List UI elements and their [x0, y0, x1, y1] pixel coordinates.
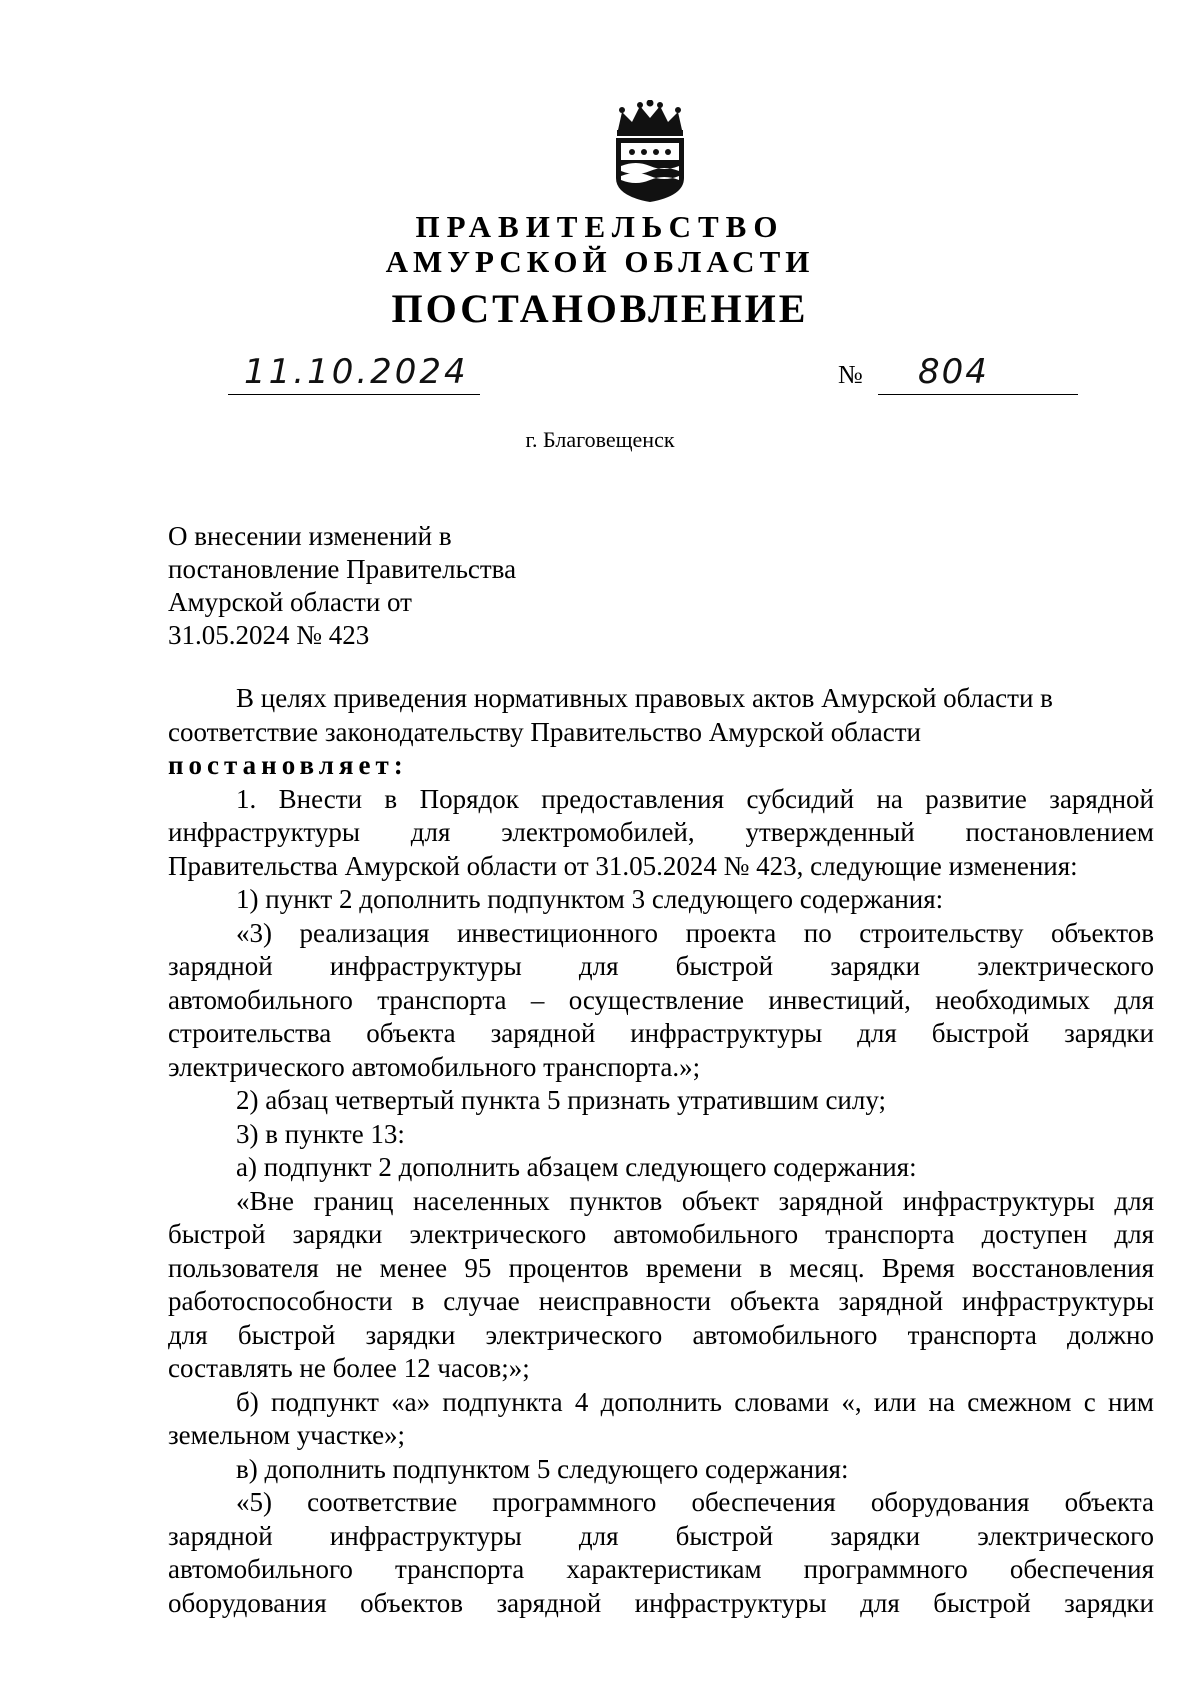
subitem-2: 2) абзац четвертый пункта 5 признать утратившим силу;: [236, 1085, 887, 1115]
preamble-line: соответствие законодательству Правительство Амурской области: [168, 716, 921, 747]
quoted-subitem-3-line: зарядной инфраструктуры для быстрой зарядки электрического: [168, 951, 1154, 981]
item-1-line: инфраструктуры для электромобилей, утвержденный постановлением: [168, 817, 1154, 847]
handwritten-number: 804: [918, 352, 989, 392]
quoted-subitem-5-line: зарядной инфраструктуры для быстрой зарядки электрического: [168, 1520, 1154, 1551]
subitem-3: 3) в пункте 13:: [236, 1118, 405, 1149]
quoted-subitem-5-line: автомобильного транспорта характеристикам программного обеспечения: [168, 1554, 1154, 1584]
quoted-paragraph-line: для быстрой зарядки электрического автомобильного транспорта должно: [168, 1319, 1154, 1350]
organization-title-line2: АМУРСКОЙ ОБЛАСТИ: [385, 244, 815, 279]
document-body: [168, 682, 1154, 1620]
subitem-3b-line: б) подпункт «а» подпункта 4 дополнить словами «, или на смежном с ним: [236, 1386, 1154, 1417]
quoted-paragraph-line: быстрой зарядки электрического автомобильного транспорта доступен для: [168, 1219, 1154, 1249]
subject-line: 31.05.2024 № 423: [168, 620, 370, 650]
item-1-line: 1. Внести в Порядок предоставления субсидий на развитие зарядной: [236, 783, 1154, 814]
organization-title-line1: ПРАВИТЕЛЬСТВО: [415, 209, 785, 244]
quoted-subitem-3-line: электрического автомобильного транспорта.»;: [168, 1051, 701, 1082]
quoted-subitem-3-line: «3) реализация инвестиционного проекта по строительству объектов: [236, 917, 1154, 948]
city-name: г. Благовещенск: [525, 427, 675, 452]
quoted-subitem-3-line: автомобильного транспорта – осуществление инвестиций, необходимых для: [168, 984, 1154, 1015]
quoted-paragraph-line: составлять не более 12 часов;»;: [168, 1353, 530, 1383]
document-subject: [168, 520, 516, 652]
decree-word: постановляет:: [168, 750, 408, 780]
subitem-3v: в) дополнить подпунктом 5 следующего содержания:: [236, 1453, 849, 1484]
quoted-paragraph-line: работоспособности в случае неисправности объекта зарядной инфраструктуры: [168, 1286, 1154, 1316]
subitem-3b-line: земельном участке»;: [168, 1420, 406, 1450]
subitem-3a: а) подпункт 2 дополнить абзацем следующего содержания:: [236, 1152, 917, 1182]
subitem-1: 1) пункт 2 дополнить подпунктом 3 следующего содержания:: [236, 884, 944, 914]
amur-oblast-coat-of-arms-icon: [608, 100, 692, 204]
quoted-subitem-5-line: оборудования объектов зарядной инфраструктуры для быстрой зарядки: [168, 1587, 1154, 1618]
handwritten-date: 11.10.2024: [244, 352, 469, 392]
subject-line: постановление Правительства: [168, 554, 517, 584]
quoted-paragraph-line: пользователя не менее 95 процентов времени в месяц. Время восстановления: [168, 1252, 1154, 1283]
subject-line: О внесении изменений в: [168, 521, 452, 551]
item-1-line: Правительства Амурской области от 31.05.2024 № 423, следующие изменения:: [168, 850, 1078, 881]
quoted-paragraph-line: «Вне границ населенных пунктов объект зарядной инфраструктуры для: [236, 1185, 1154, 1216]
preamble-line: В целях приведения нормативных правовых актов Амурской области в: [236, 683, 1053, 713]
document-type-title: ПОСТАНОВЛЕНИЕ: [391, 286, 809, 331]
subject-line: Амурской области от: [168, 587, 412, 617]
number-sign: №: [838, 360, 863, 389]
quoted-subitem-3-line: строительства объекта зарядной инфраструктуры для быстрой зарядки: [168, 1018, 1154, 1048]
quoted-subitem-5-line: «5) соответствие программного обеспечения оборудования объекта: [236, 1487, 1154, 1517]
